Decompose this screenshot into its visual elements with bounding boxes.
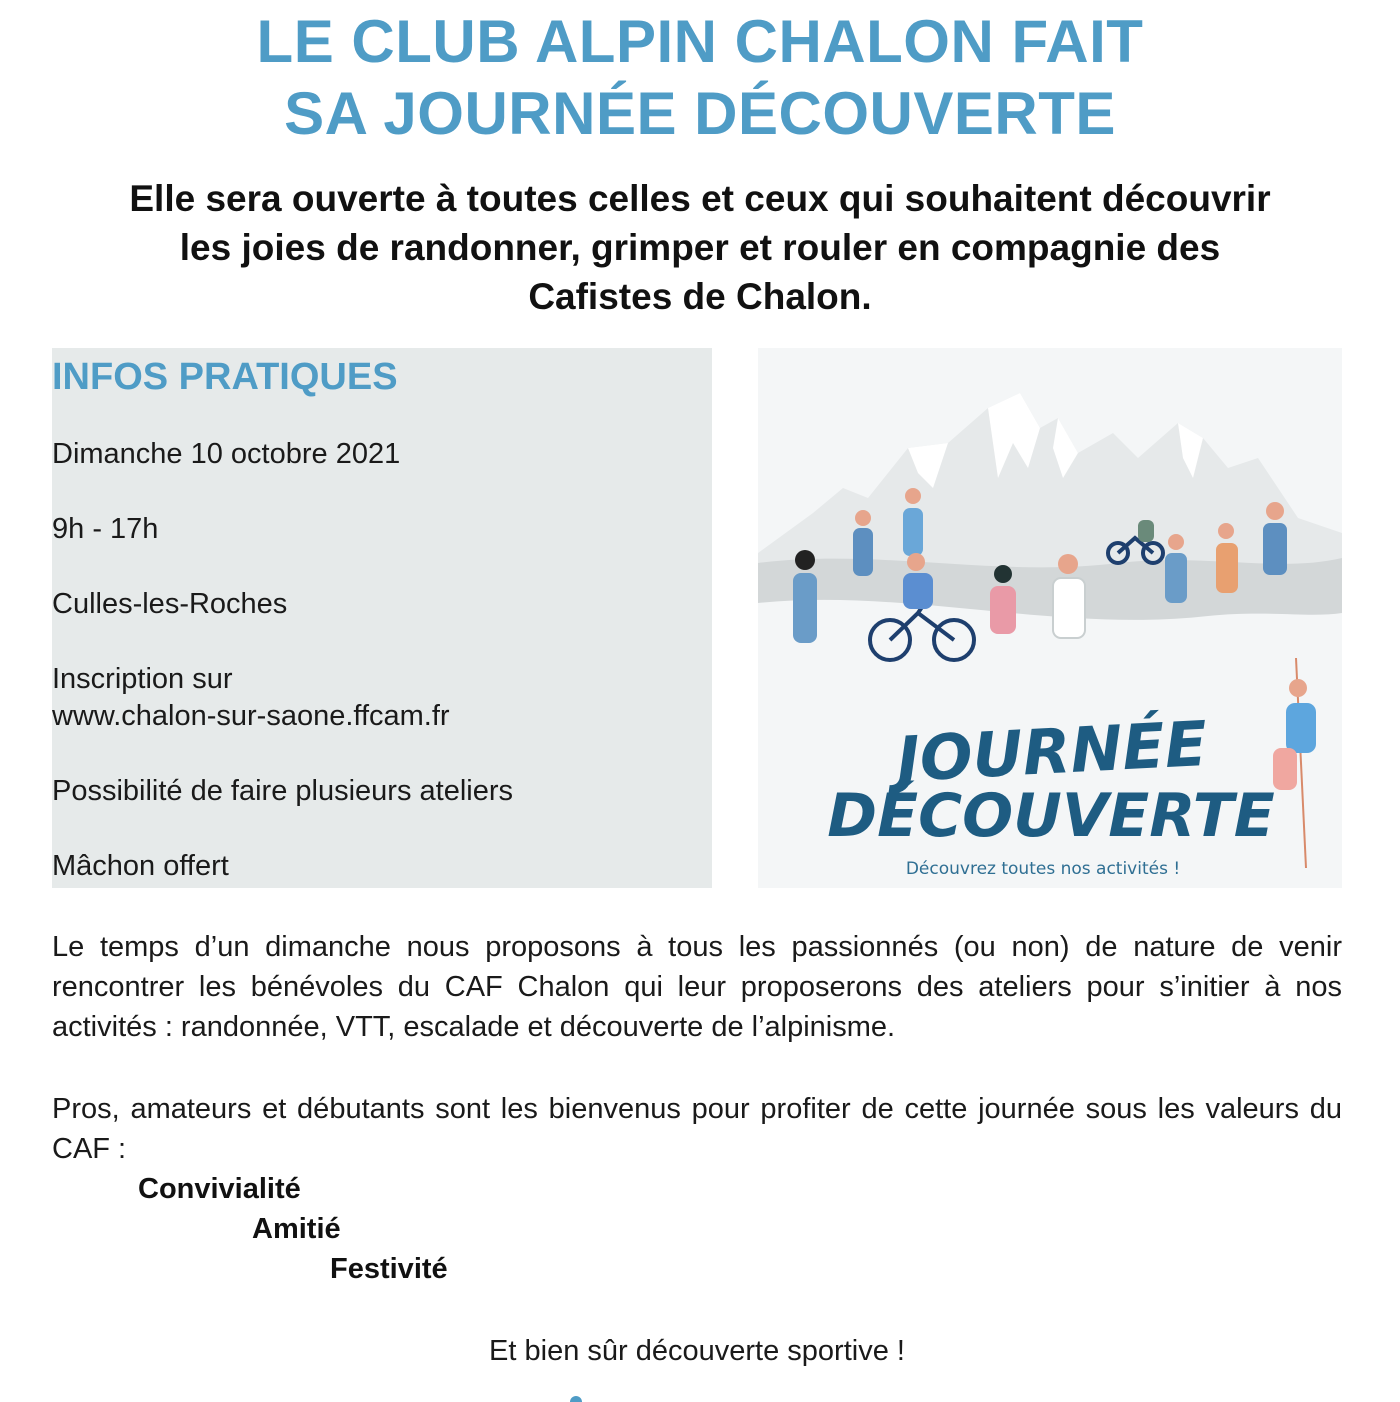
page-title xyxy=(0,6,1400,150)
poster-illustration xyxy=(758,348,1342,888)
info-signup-link[interactable]: www.chalon-sur-saone.ffcam.fr xyxy=(52,700,450,732)
info-signup-label: Inscription sur xyxy=(52,663,233,695)
intro-line-2: les joies de randonner, grimper et rouler en compagnie des xyxy=(179,227,1221,268)
infos-title: INFOS PRATIQUES xyxy=(52,356,398,398)
title-line-1: LE CLUB ALPIN CHALON FAIT xyxy=(256,8,1144,75)
value-festivity: Festivité xyxy=(330,1253,448,1285)
intro-line-1: Elle sera ouverte à toutes celles et ceux qui souhaitent découvrir xyxy=(129,178,1271,219)
intro-line-3: Cafistes de Chalon. xyxy=(528,276,872,317)
poster-tagline: Découvrez toutes nos activités ! xyxy=(905,859,1181,879)
event-poster xyxy=(758,348,1342,888)
intro-text xyxy=(40,174,1360,321)
values-intro-paragraph: Pros, amateurs et débutants sont les bienvenus pour profiter de cette journée sous les valeurs du CAF : xyxy=(52,1093,1342,1165)
info-place: Culles-les-Roches xyxy=(52,588,288,620)
title-line-2: SA JOURNÉE DÉCOUVERTE xyxy=(284,80,1116,147)
poster-title-line-1: JOURNÉE xyxy=(894,706,1209,797)
value-friendship: Amitié xyxy=(252,1213,341,1245)
info-food: Mâchon offert xyxy=(52,850,229,882)
decorative-dot xyxy=(570,1396,582,1402)
poster-title-line-2: DÉCOUVERTE xyxy=(827,781,1275,851)
value-conviviality: Convivialité xyxy=(138,1173,301,1205)
info-hours: 9h - 17h xyxy=(52,513,159,545)
closing-line: Et bien sûr découverte sportive ! xyxy=(489,1335,905,1367)
info-workshops: Possibilité de faire plusieurs ateliers xyxy=(52,775,513,807)
description-paragraph: Le temps d’un dimanche nous proposons à tous les passionnés (ou non) de nature de venir rencontrer les bénévoles du CAF Chalon qui leur proposerons des ateliers pour s’initier à nos activités : randonnée, VTT, escalade et découverte de l’alpinisme. xyxy=(52,931,1342,1043)
info-date: Dimanche 10 octobre 2021 xyxy=(52,438,401,470)
